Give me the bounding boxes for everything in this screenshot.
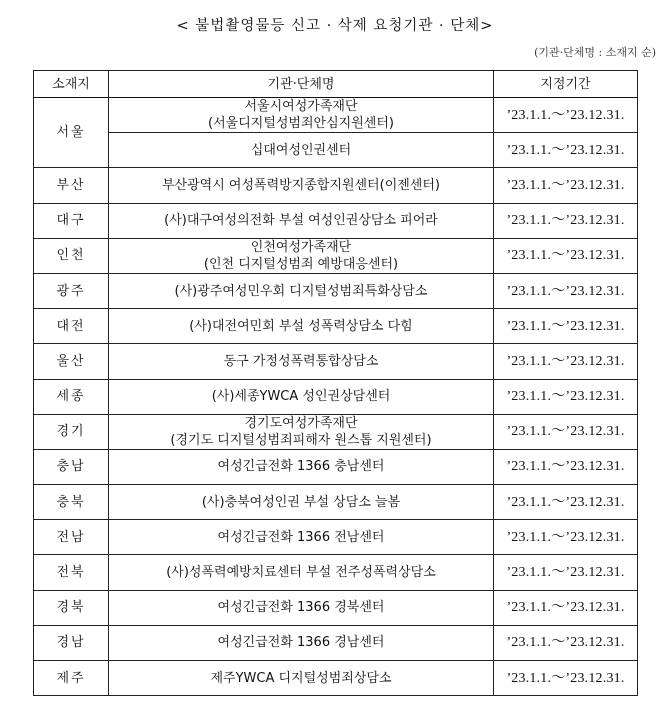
org-cell: (사)충북여성인권 부설 상담소 늘봄	[109, 485, 494, 520]
region-cell: 전남	[34, 520, 109, 555]
period-cell: ’23.1.1.～’23.12.31.	[494, 309, 638, 344]
period-cell: ’23.1.1.～’23.12.31.	[494, 625, 638, 660]
org-cell: (사)성폭력예방치료센터 부설 전주성폭력상담소	[109, 555, 494, 590]
period-cell: ’23.1.1.～’23.12.31.	[494, 555, 638, 590]
region-cell: 부산	[34, 168, 109, 203]
org-line: (인천 디지털성범죄 예방대응센터)	[203, 256, 399, 272]
period-cell: ’23.1.1.～’23.12.31.	[494, 520, 638, 555]
period-cell: ’23.1.1.～’23.12.31.	[494, 168, 638, 203]
table-row	[34, 485, 638, 520]
region-cell: 전북	[34, 555, 109, 590]
org-cell	[109, 414, 494, 449]
table-row	[34, 133, 638, 168]
period-cell: ’23.1.1.～’23.12.31.	[494, 485, 638, 520]
period-cell: ’23.1.1.～’23.12.31.	[494, 344, 638, 379]
table-row	[34, 414, 638, 449]
org-cell: (사)세종YWCA 성인권상담센터	[109, 379, 494, 414]
region-cell: 대전	[34, 309, 109, 344]
region-cell: 경북	[34, 590, 109, 625]
table-row	[34, 309, 638, 344]
period-cell: ’23.1.1.～’23.12.31.	[494, 379, 638, 414]
region-cell: 충남	[34, 449, 109, 484]
period-cell: ’23.1.1.～’23.12.31.	[494, 414, 638, 449]
org-cell: 동구 가정성폭력통합상담소	[109, 344, 494, 379]
org-cell: (사)대전여민회 부설 성폭력상담소 다힘	[109, 309, 494, 344]
org-line: 서울시여성가족재단	[244, 99, 358, 115]
period-cell: ’23.1.1.～’23.12.31.	[494, 661, 638, 696]
org-cell	[109, 238, 494, 273]
table-row	[34, 520, 638, 555]
period-cell: ’23.1.1.～’23.12.31.	[494, 133, 638, 168]
org-cell: 여성긴급전화 1366 충남센터	[109, 449, 494, 484]
org-cell: 십대여성인권센터	[109, 133, 494, 168]
region-cell: 경기	[34, 414, 109, 449]
table-row	[34, 555, 638, 590]
table-row	[34, 379, 638, 414]
table-row	[34, 238, 638, 273]
org-line: (경기도 디지털성범죄피해자 원스톱 지원센터)	[170, 432, 432, 448]
agency-table	[33, 70, 638, 696]
table-row	[34, 168, 638, 203]
table-header-row	[34, 71, 638, 98]
org-cell: 여성긴급전화 1366 전남센터	[109, 520, 494, 555]
table-row	[34, 273, 638, 308]
org-cell: 여성긴급전화 1366 경북센터	[109, 590, 494, 625]
region-cell: 광주	[34, 273, 109, 308]
org-cell: (사)대구여성의전화 부설 여성인권상담소 피어라	[109, 203, 494, 238]
header-org: 기관·단체명	[109, 71, 494, 98]
period-cell: ’23.1.1.～’23.12.31.	[494, 238, 638, 273]
region-cell: 대구	[34, 203, 109, 238]
header-period: 지정기간	[494, 71, 638, 98]
table-row	[34, 661, 638, 696]
table-row	[34, 98, 638, 133]
region-cell: 인천	[34, 238, 109, 273]
period-cell: ’23.1.1.～’23.12.31.	[494, 449, 638, 484]
table-row	[34, 590, 638, 625]
period-cell: ’23.1.1.～’23.12.31.	[494, 98, 638, 133]
table-row	[34, 203, 638, 238]
org-line: 경기도여성가족재단	[244, 415, 358, 431]
table-row	[34, 344, 638, 379]
org-cell: (사)광주여성민우회 디지털성범죄특화상담소	[109, 273, 494, 308]
org-line: (서울디지털성범죄안심지원센터)	[208, 116, 394, 132]
header-region: 소재지	[34, 71, 109, 98]
org-cell: 부산광역시 여성폭력방지종합지원센터(이젠센터)	[109, 168, 494, 203]
period-cell: ’23.1.1.～’23.12.31.	[494, 590, 638, 625]
region-cell: 서울	[34, 98, 109, 168]
region-cell: 세종	[34, 379, 109, 414]
region-cell: 울산	[34, 344, 109, 379]
region-cell: 제주	[34, 661, 109, 696]
region-cell: 충북	[34, 485, 109, 520]
region-cell: 경남	[34, 625, 109, 660]
org-cell: 여성긴급전화 1366 경남센터	[109, 625, 494, 660]
table-row	[34, 625, 638, 660]
period-cell: ’23.1.1.～’23.12.31.	[494, 203, 638, 238]
org-cell	[109, 98, 494, 133]
org-cell: 제주YWCA 디지털성범죄상담소	[109, 661, 494, 696]
period-cell: ’23.1.1.～’23.12.31.	[494, 273, 638, 308]
document-title: < 불법촬영물등 신고 · 삭제 요청기관 · 단체>	[176, 18, 494, 34]
table-row	[34, 449, 638, 484]
sort-note: (기관·단체명 : 소재지 순)	[534, 46, 656, 59]
org-line: 인천여성가족재단	[250, 239, 352, 255]
